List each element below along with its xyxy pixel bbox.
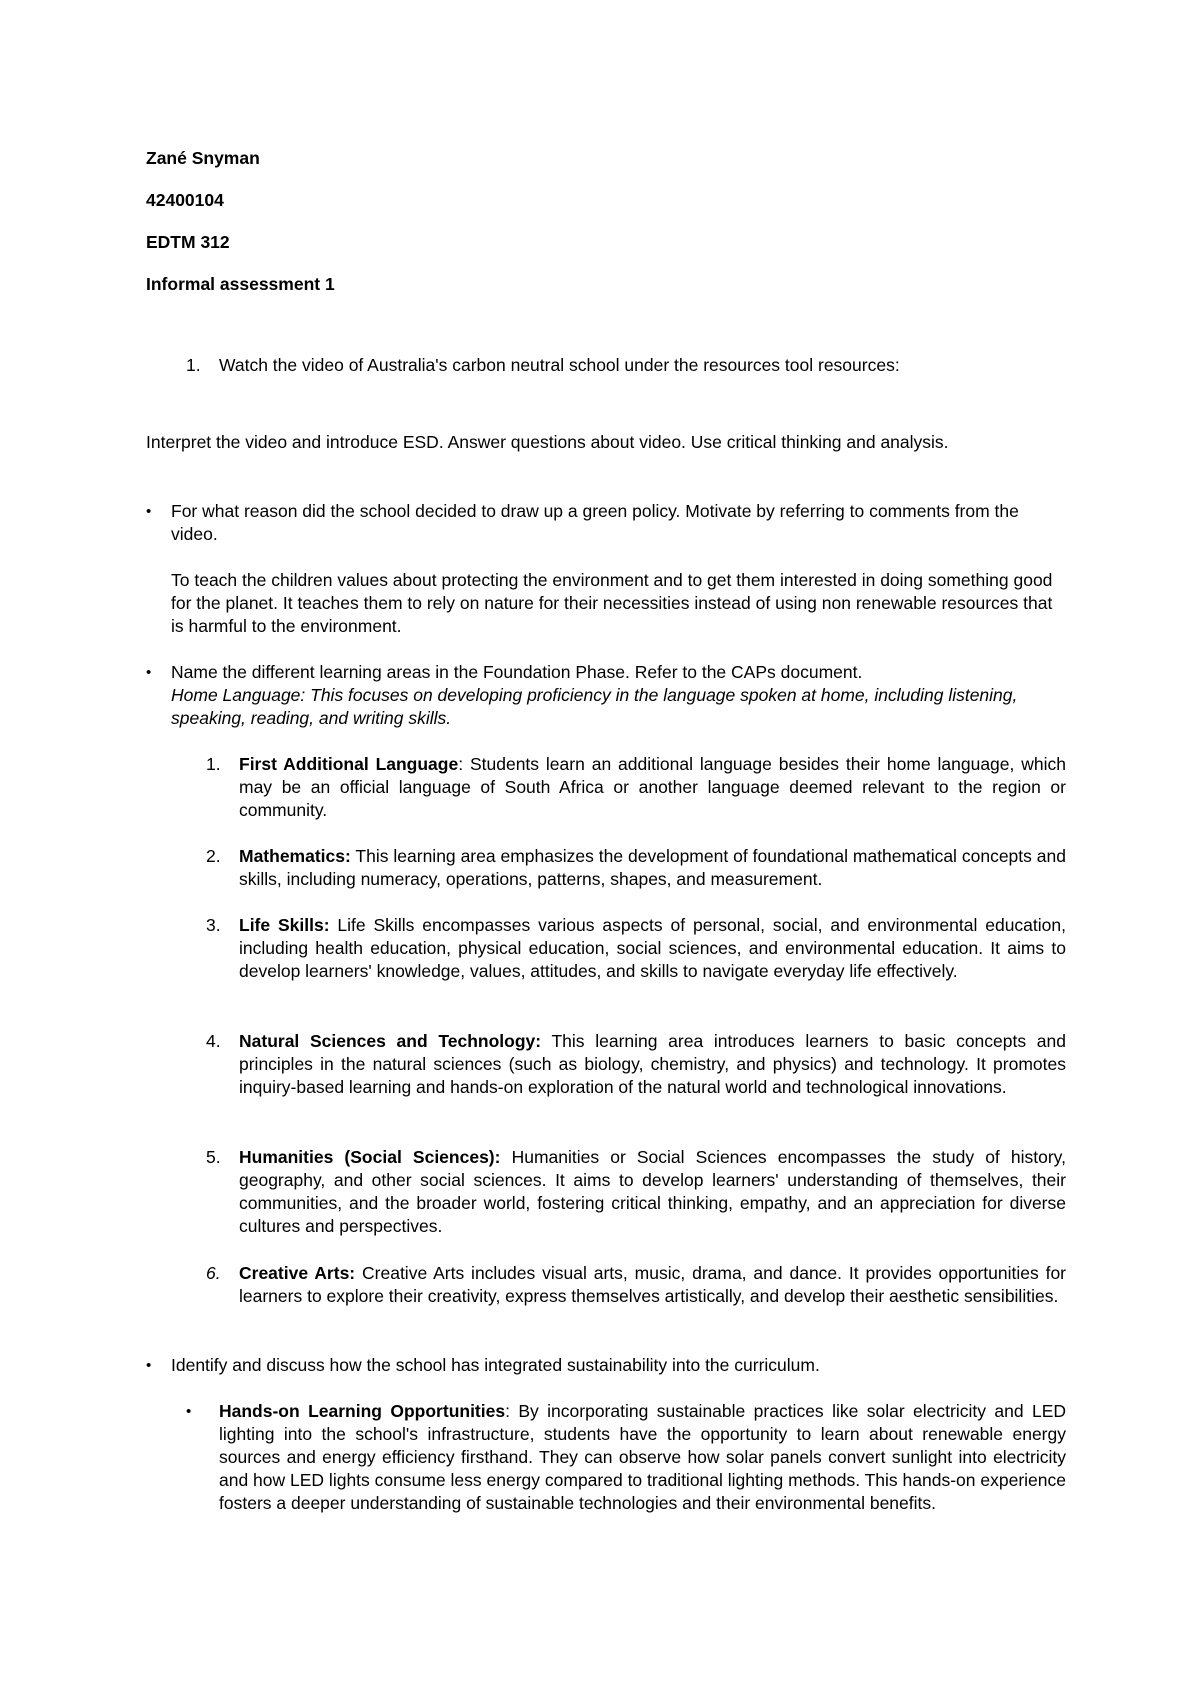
module-code: EDTM 312 xyxy=(146,232,230,252)
learning-area-text: Creative Arts includes visual arts, music, drama, and dance. It provides opportunities for learners to explore their creativity, express themselves artistically, and develop their aesthetic sensibilities. xyxy=(239,1263,1067,1306)
home-language-answer: Home Language: This focuses on developing proficiency in the language spoken at home, including listening, speaking, reading, and writing skills. xyxy=(171,685,1018,728)
question-1-number: 1. xyxy=(186,355,201,375)
question-1 xyxy=(186,354,1066,377)
learning-area-title: First Additional Language xyxy=(239,754,459,774)
learning-area-number: 5. xyxy=(206,1147,221,1167)
bullet-glyph: • xyxy=(146,664,152,681)
sustainability-title: Hands-on Learning Opportunities xyxy=(219,1401,506,1421)
learning-area-3 xyxy=(206,914,1066,983)
learning-area-1 xyxy=(206,753,1066,822)
assessment-title: Informal assessment 1 xyxy=(146,274,335,294)
learning-area-number: 3. xyxy=(206,915,221,935)
learning-area-text: This learning area emphasizes the development of foundational mathematical concepts and skills, including numeracy, operations, patterns, shapes, and measurement. xyxy=(239,846,1066,889)
bullet-learning-areas xyxy=(146,661,1066,684)
learning-area-text: Humanities or Social Sciences encompasses the study of history, geography, and other social sciences. It aims to develop learners' understanding of themselves, their communities, and the broader world, fostering critical thinking, empathy, and an appreciation for diverse cultures and perspectives. xyxy=(239,1147,1066,1236)
sustainability-item-1 xyxy=(186,1400,1066,1515)
learning-area-sep: : xyxy=(458,754,464,774)
question-learning-areas: Name the different learning areas in the Foundation Phase. Refer to the CAPs document. xyxy=(171,662,863,682)
learning-area-text: Life Skills encompasses various aspects of personal, social, and environmental education, including health education, physical education, social sciences, and environmental education. It aims to develop learners' knowledge, values, attitudes, and skills to navigate everyday life effectively. xyxy=(239,915,1066,981)
answer-green-policy: To teach the children values about protecting the environment and to get them interested in doing something good for the planet. It teaches them to rely on nature for their necessities instead of using non renewable resources that is harmful to the environment. xyxy=(171,570,1053,636)
sustainability-text: : By incorporating sustainable practices like solar electricity and LED lighting into the school's infrastructure, students have the opportunity to learn about renewable energy sources and energy efficiency firsthand. They can observe how solar panels convert sunlight into electricity and how LED lights consume less energy compared to traditional lighting methods. This hands-on experience fosters a deeper understanding of sustainable technologies and their environmental benefits. xyxy=(219,1401,1066,1513)
bullet-green-policy xyxy=(146,500,1066,546)
learning-area-number: 1. xyxy=(206,754,221,774)
learning-area-title: Humanities (Social Sciences): xyxy=(239,1147,501,1167)
learning-area-title: Natural Sciences and Technology: xyxy=(239,1031,542,1051)
question-1-text: Watch the video of Australia's carbon neutral school under the resources tool resources: xyxy=(219,355,900,375)
student-name: Zané Snyman xyxy=(146,148,260,168)
learning-area-title: Creative Arts: xyxy=(239,1263,356,1283)
learning-area-number: 4. xyxy=(206,1031,221,1051)
bullet-glyph: • xyxy=(146,1357,152,1374)
instructions: Interpret the video and introduce ESD. Answer questions about video. Use critical thinking and analysis. xyxy=(146,432,949,452)
learning-area-text: This learning area introduces learners to basic concepts and principles in the natural sciences (such as biology, chemistry, and physics) and technology. It promotes inquiry-based learning and hands-on exploration of the natural world and technological innovations. xyxy=(239,1031,1066,1097)
learning-area-title: Mathematics: xyxy=(239,846,351,866)
learning-area-title: Life Skills: xyxy=(239,915,330,935)
bullet-glyph: • xyxy=(186,1403,192,1420)
question-sustainability: Identify and discuss how the school has integrated sustainability into the curriculum. xyxy=(171,1355,820,1375)
learning-area-number: 6. xyxy=(206,1263,221,1283)
learning-area-number: 2. xyxy=(206,846,221,866)
learning-area-text: Students learn an additional language besides their home language, which may be an official language of South Africa or another language deemed relevant to the region or community. xyxy=(239,754,1066,820)
bullet-sustainability xyxy=(146,1354,1066,1377)
learning-area-4 xyxy=(206,1030,1066,1099)
bullet-glyph: • xyxy=(146,503,152,520)
learning-area-5 xyxy=(206,1146,1066,1238)
question-green-policy: For what reason did the school decided to draw up a green policy. Motivate by referring to comments from the video. xyxy=(171,501,1019,544)
student-number: 42400104 xyxy=(146,190,224,210)
learning-area-2 xyxy=(206,845,1066,891)
learning-area-6 xyxy=(206,1262,1066,1308)
